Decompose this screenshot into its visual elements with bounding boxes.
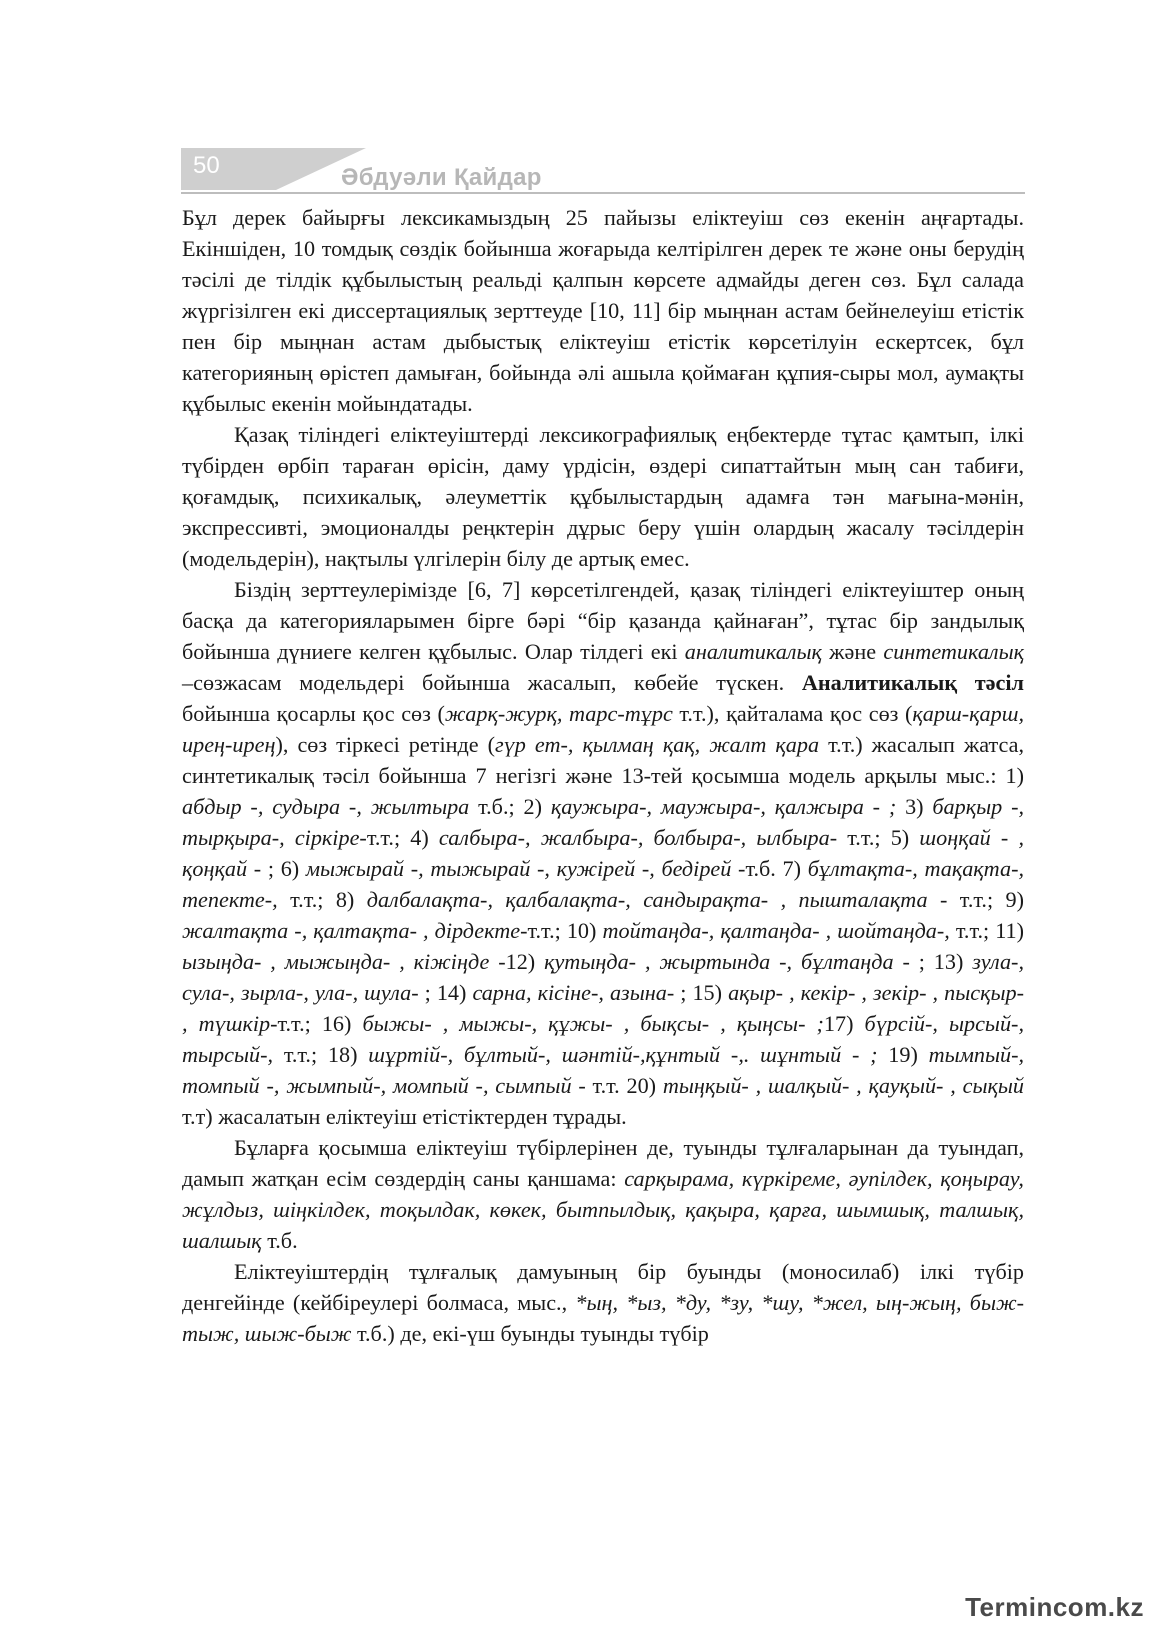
text-run: ; 15) (674, 980, 729, 1005)
italic-example: быжы- , мыжы-, құжы- , бықсы- , қыңсы- ; (362, 1011, 824, 1036)
italic-example: ызыңда- , мыжыңда- , кіжіңде (182, 949, 490, 974)
header-rule (181, 192, 1025, 194)
text-run: ; 6) (261, 856, 306, 881)
text-run: т.т.; 10) (527, 918, 603, 943)
italic-example: абдыр -, судыра -, жылтыра (182, 794, 470, 819)
italic-example: синтетикалық (883, 639, 1024, 664)
text-run: Қазақ тіліндегі еліктеуіштерді лексикографиялық еңбектерде тұтас қамтып, ілкі түбірден өрбіп тараған өрісін, даму үрдісін, өздері сипаттайтын мың сан табиғи, қоғамдық, психикалық, әлеуметтік құбылыстардың адамға тән мағына-мәнін, экспрессивті, эмоционалды реңктерін дұрыс беру үшін олардың жасалу тәсілдерін (модельдерін), нақтылы үлгілерін білу де артық емес. (182, 422, 1024, 571)
italic-example: салбыра-, жалбыра-, болбыра-, ылбыра- (438, 825, 838, 850)
text-run: 19) (877, 1042, 929, 1067)
italic-example: шоңқай - , қоңқай - (182, 825, 1025, 881)
text-run: Еліктеуіштердің тұлғалық дамуының бір буынды (моносилаб) ілкі түбір денгейінде (кейбіреулері болмаса, мыс., (182, 1259, 1024, 1315)
italic-example: тойтаңда-, қалтаңда- , шойтаңда-, (602, 918, 950, 943)
site-watermark: Termincom.kz (965, 1592, 1144, 1622)
paragraph (182, 574, 1024, 1132)
italic-example: тыңқый- , шалқый- , қауқый- , сықый (662, 1073, 1024, 1098)
text-run: 17) (823, 1011, 865, 1036)
italic-example: зула-, сула-, зырла-, ула-, шула- (182, 949, 1024, 1005)
italic-example: қутыңда- , жыртында -, бұлтаңда - (544, 949, 910, 974)
text-run: т.т.; 18) (273, 1042, 369, 1067)
text-run: т.т.; 4) (366, 825, 439, 850)
text-run: ; 13) (909, 949, 973, 974)
paragraph (182, 419, 1024, 574)
running-author: Әбдуәли Қайдар (341, 164, 542, 191)
text-run: т.т.; 16) (277, 1011, 363, 1036)
text-run: т.т.; 8) (277, 887, 367, 912)
italic-example: *ың, *ыз, *ду, *зу, *шу, *жел, ың-жың, быж-тыж, шыж-быж (182, 1290, 1024, 1346)
italic-example: сарқырама, күркіреме, әупілдек, қоңырау, жұлдыз, шіңкілдек, тоқылдак, көкек, бытпылдық, қақыра, қарға, шымшық, талшық, шалшық (182, 1166, 1024, 1253)
running-header (181, 148, 1025, 194)
text-run: т.т.; 5) (837, 825, 920, 850)
page-number: 50 (193, 152, 220, 179)
text-run: т.т.; 11) (949, 918, 1024, 943)
text-run: т.т.), қайталама қос сөз ( (672, 701, 913, 726)
text-run: Бұл дерек байырғы лексикамыздың 25 пайызы еліктеуіш сөз екенін аңғартады. Екіншіден, 10 томдық сөздік бойынша жоғарыда келтірілген дерек те және оны берудің тәсілі де тілдік құбылыстың реальді қалпын көрсете адмайды деген сөз. Бұл салада жүргізілген екі диссертациялық зерттеуде [10, 11] бір мыңнан астам бейнелеуіш етістік пен бір мыңнан астам дыбыстық еліктеуіш етістік көрсетілуін ескертсек, бұл категорияның өрістеп дамыған, бойында әлі ашыла қоймаған құпия-сыры мол, аумақты құбылыс екенін мойындатады. (182, 205, 1024, 416)
body-text (182, 202, 1024, 1349)
text-run: ), сөз тіркесі ретінде ( (275, 732, 496, 757)
italic-example: мыжырай -, тыжырай -, кужірей -, бедірей (305, 856, 732, 881)
italic-example: шұртій-, бұлтый-, шәнтій-,құнтый -,. шұнтый - ; (368, 1042, 878, 1067)
italic-example: сарна, кісіне-, азына- (472, 980, 675, 1005)
text-run: Біздің зерттеулерімізде [6, 7] көрсетілгендей, қазақ тіліндегі еліктеуіштер оның басқа да категорияларымен бірге бәрі “бір қазанда қайнаған”, тұтас бір зандылық бойынша дүниеге келген құбылыс. Олар тілдегі екі (182, 577, 1024, 664)
text-run: т.т. 20) (585, 1073, 663, 1098)
text-run: Бұларға қосымша еліктеуіш түбірлерінен де, туынды тұлғаларынан да туындап, дамып жатқан есім сөздердің саны қаншама: (182, 1135, 1024, 1191)
paragraph (182, 1256, 1024, 1349)
text-run: -т.б. 7) (731, 856, 808, 881)
text-run: т.т.) жасалып жатса, синтетикалық тәсіл бойынша 7 негізгі және 13-тей қосымша модель арқылы мыс.: 1) (182, 732, 1024, 788)
italic-example: бүрсій-, ырсый-, тырсый-, (182, 1011, 1024, 1067)
text-run: т.б. (261, 1228, 298, 1253)
italic-example: далбалақта-, қалбалақта-, сандырақта- , пышталақта - (366, 887, 948, 912)
text-run: -12) (489, 949, 545, 974)
italic-example: жалтақта -, қалтақта- , дірдекте- (182, 918, 528, 943)
text-run: ; 14) (418, 980, 473, 1005)
italic-example: ақыр- , кекір- , зекір- , пысқыр- , түшкір- (182, 980, 1024, 1036)
text-run: т.т) жасалатын еліктеуіш етістіктерден тұрады. (182, 1104, 627, 1129)
text-run: т.б.) де, екі-үш буынды туынды түбір (351, 1321, 709, 1346)
italic-example: гүр ет-, қылмаң қақ, жалт қара (495, 732, 820, 757)
italic-example: тымпый-, томпый -, жымпый-, момпый -, сымпый - (182, 1042, 1025, 1098)
text-run: бойынша қосарлы қос сөз ( (182, 701, 445, 726)
paragraph (182, 1132, 1024, 1256)
bold-term: Аналитикалық тәсіл (801, 670, 1024, 695)
italic-example: қарш-қарш, ирең-ирең (182, 701, 1024, 757)
text-run: т.т.; 9) (947, 887, 1025, 912)
italic-example: жарқ-журқ, тарс-тұрс (444, 701, 673, 726)
text-run: және (821, 639, 884, 664)
text-run: 3) (896, 794, 933, 819)
paragraph (182, 202, 1024, 419)
italic-example: бұлтақта-, тақақта-, тепекте-, (182, 856, 1025, 912)
italic-example: барқыр -, тырқыра-, сіркіре- (182, 794, 1025, 850)
italic-example: қаужыра-, маужыра-, қалжыра - ; (550, 794, 897, 819)
text-run: т.б.; 2) (469, 794, 551, 819)
italic-example: аналитикалық (684, 639, 822, 664)
text-run: –сөзжасам модельдері бойынша жасалып, көбейе түскен. (182, 670, 802, 695)
